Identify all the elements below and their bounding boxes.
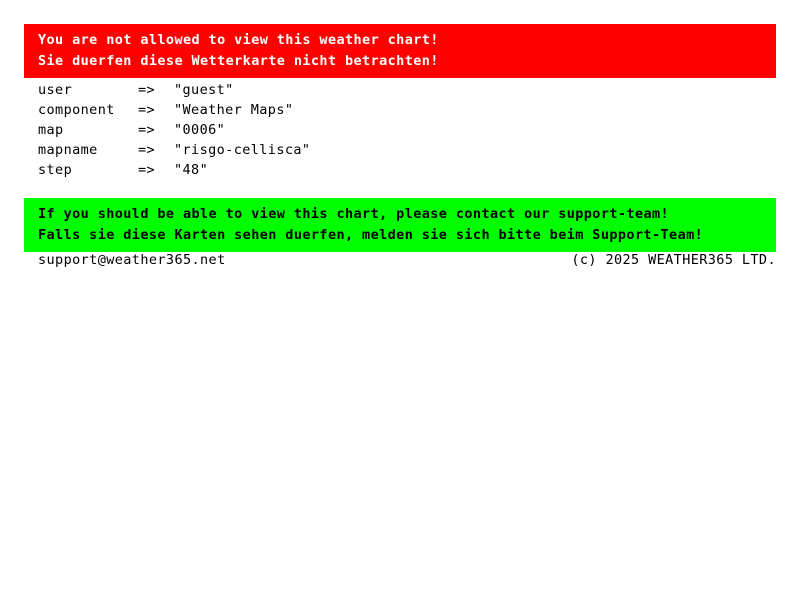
parameter-key: component — [38, 102, 115, 118]
info-banner — [24, 198, 776, 252]
info-banner-line-de: Falls sie diese Karten sehen duerfen, melden sie sich bitte beim Support-Team! — [38, 227, 704, 243]
error-banner-line-de: Sie duerfen diese Wetterkarte nicht betrachten! — [38, 53, 439, 69]
parameter-value: "risgo-cellisca" — [174, 142, 311, 158]
info-banner-line-en: If you should be able to view this chart, please contact our support-team! — [38, 206, 670, 222]
table-row — [38, 160, 310, 180]
table-row — [38, 80, 310, 100]
parameter-arrow: => — [138, 122, 156, 138]
error-banner-line-en: You are not allowed to view this weather chart! — [38, 32, 439, 48]
parameter-value: "guest" — [174, 82, 234, 98]
parameter-value: "Weather Maps" — [174, 102, 294, 118]
error-banner — [24, 24, 776, 78]
parameter-arrow: => — [138, 162, 156, 178]
table-row — [38, 120, 310, 140]
table-row — [38, 100, 310, 120]
parameter-key: step — [38, 162, 73, 178]
parameter-key: user — [38, 82, 73, 98]
parameter-arrow: => — [138, 102, 156, 118]
parameter-value: "48" — [174, 162, 209, 178]
table-row — [38, 140, 310, 160]
parameter-table — [38, 80, 310, 180]
parameter-arrow: => — [138, 82, 156, 98]
support-email-link[interactable]: support@weather365.net — [38, 252, 226, 268]
footer — [38, 250, 776, 270]
parameter-arrow: => — [138, 142, 156, 158]
copyright-text: (c) 2025 WEATHER365 LTD. — [571, 252, 776, 268]
parameter-key: mapname — [38, 142, 98, 158]
parameter-value: "0006" — [174, 122, 226, 138]
parameter-key: map — [38, 122, 64, 138]
